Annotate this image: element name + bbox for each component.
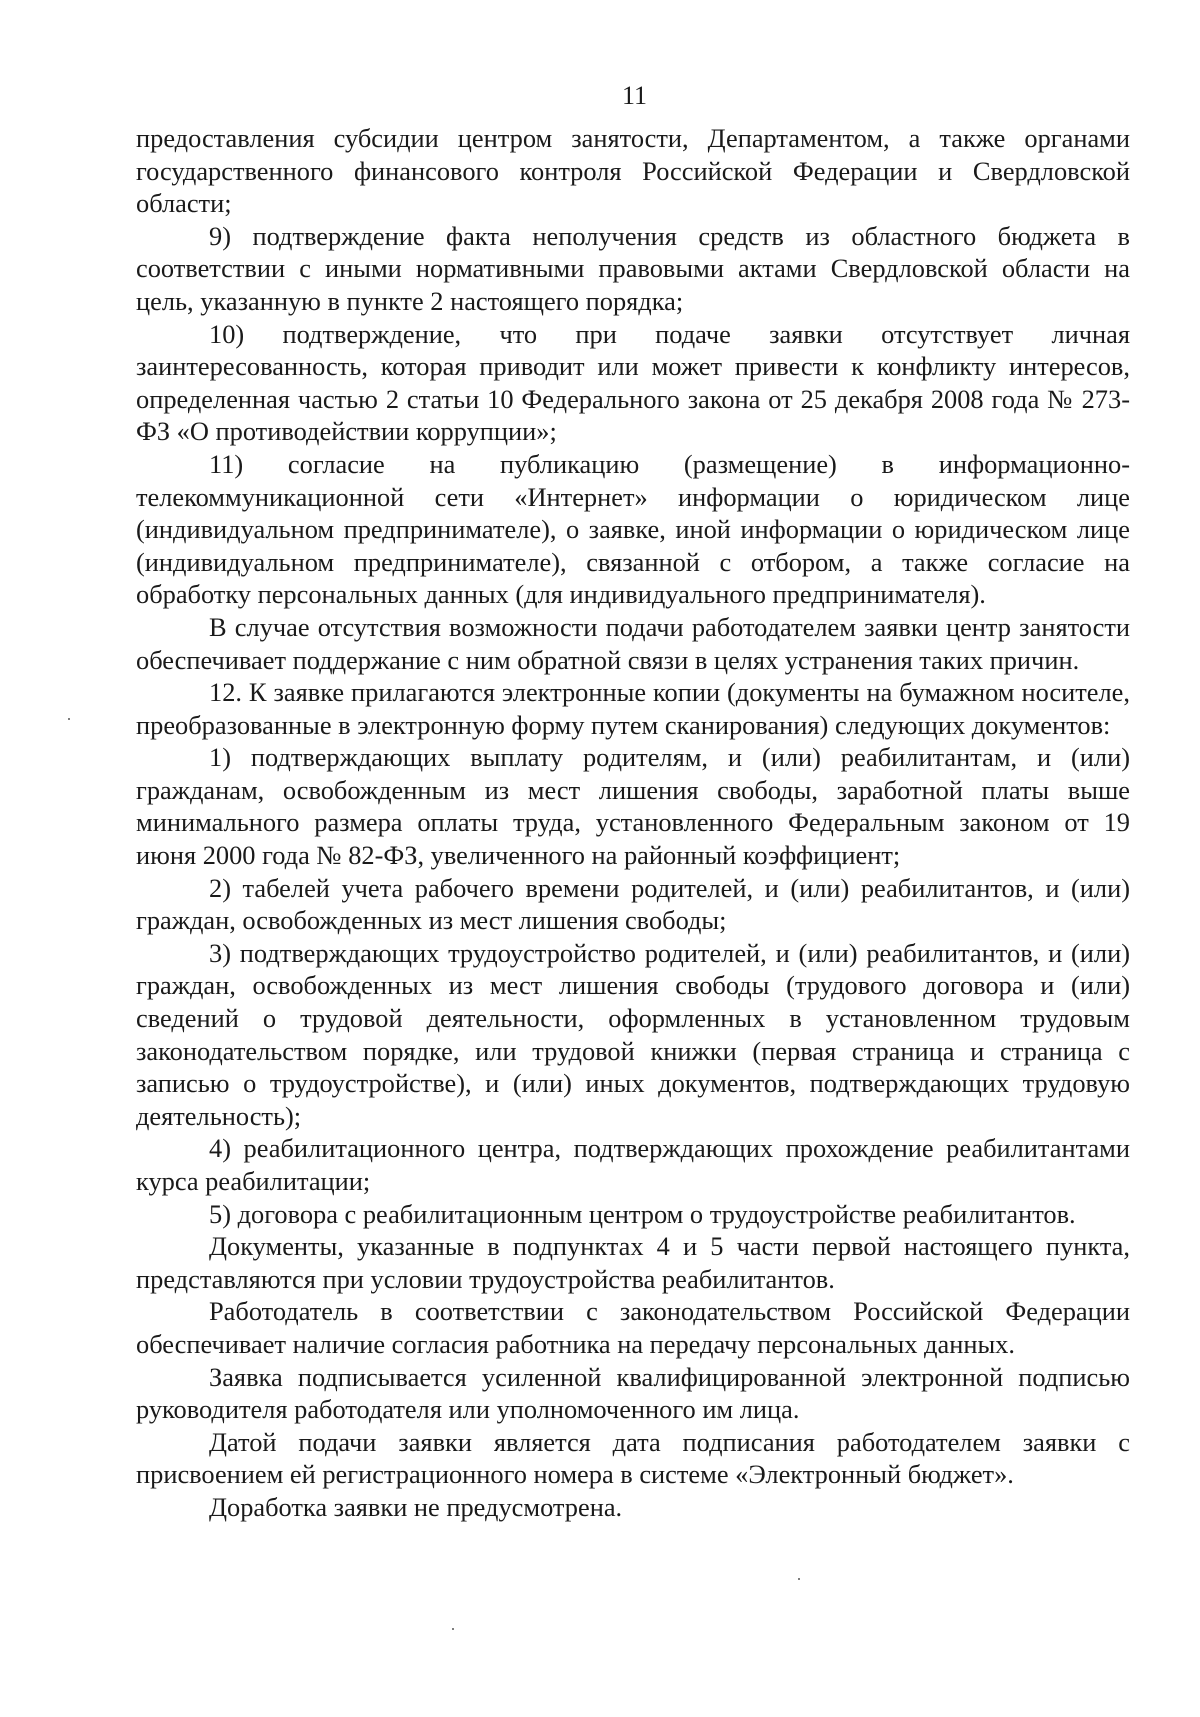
paragraph-point-12: 12. К заявке прилагаются электронные копии (документы на бумажном носителе, преобразованные в электронную форму путем сканирования) следующих документов:: [136, 677, 1130, 740]
paragraph-item-9: 9) подтверждение факта неполучения средств из областного бюджета в соответствии с иными нормативными правовыми актами Свердловской области на цель, указанную в пункте 2 настоящего порядка;: [136, 220, 1130, 316]
page-number: 11: [621, 81, 648, 110]
paragraph-item-11: 11) согласие на публикацию (размещение) в информационно-телекоммуникационной сети «Интернет» информации о юридическом лице (индивидуальном предпринимателе), о заявке, иной информации о юридическом лице (индивидуальном предпринимателе), связанной с отбором, а также согласие на обработку персональных данных (для индивидуального предпринимателя).: [136, 448, 1130, 610]
paragraph-document-4: 4) реабилитационного центра, подтверждающих прохождение реабилитантами курса реабилитации;: [136, 1133, 1130, 1196]
paragraph-no-revision: Доработка заявки не предусмотрена.: [209, 1491, 623, 1522]
paragraph-electronic-signature: Заявка подписывается усиленной квалифицированной электронной подписью руководителя работодателя или уполномоченного им лица.: [136, 1361, 1130, 1425]
paragraph-document-3: 3) подтверждающих трудоустройство родителей, и (или) реабилитантов, и (или) граждан, освобожденных из мест лишения свободы (трудового договора и (или) сведений о трудовой деятельности, оформленных в установленном трудовым законодательством порядке, или трудовой книжки (первая страница и страница с записью о трудоустройстве), и (или) иных документов, подтверждающих трудовую деятельность);: [136, 937, 1130, 1131]
paragraph-item-10: 10) подтверждение, что при подаче заявки отсутствует личная заинтересованность, которая приводит или может привести к конфликту интересов, определенная частью 2 статьи 10 Федерального закона от 25 декабря 2008 года № 273-ФЗ «О противодействии коррупции»;: [136, 318, 1130, 447]
scan-speck: [452, 1628, 454, 1630]
document-body: [136, 122, 1130, 1524]
paragraph-absence-of-submission: В случае отсутствия возможности подачи работодателем заявки центр занятости обеспечивает поддержание с ним обратной связи в целях устранения таких причин.: [136, 611, 1130, 675]
scan-speck: [798, 1578, 800, 1580]
paragraph-submission-date: Датой подачи заявки является дата подписания работодателем заявки с присвоением ей регистрационного номера в системе «Электронный бюджет».: [136, 1426, 1130, 1490]
paragraph-document-2: 2) табелей учета рабочего времени родителей, и (или) реабилитантов, и (или) граждан, освобожденных из мест лишения свободы;: [136, 872, 1130, 936]
paragraph-employee-consent: Работодатель в соответствии с законодательством Российской Федерации обеспечивает наличие согласия работника на передачу персональных данных.: [136, 1296, 1130, 1359]
paragraph-document-5: 5) договора с реабилитационным центром о трудоустройстве реабилитантов.: [209, 1198, 1076, 1229]
paragraph-documents-4-5-condition: Документы, указанные в подпунктах 4 и 5 части первой настоящего пункта, представляются при условии трудоустройства реабилитантов.: [136, 1231, 1130, 1294]
paragraph-document-1: 1) подтверждающих выплату родителям, и (или) реабилитантам, и (или) гражданам, освобожденным из мест лишения свободы, заработной платы выше минимального размера оплаты труда, установленного Федеральным законом от 19 июня 2000 года № 82-ФЗ, увеличенного на районный коэффициент;: [136, 742, 1130, 871]
paragraph-continuation: предоставления субсидии центром занятости, Департаментом, а также органами государственного финансового контроля Российской Федерации и Свердловской области;: [136, 123, 1130, 219]
scan-speck: [68, 718, 70, 720]
